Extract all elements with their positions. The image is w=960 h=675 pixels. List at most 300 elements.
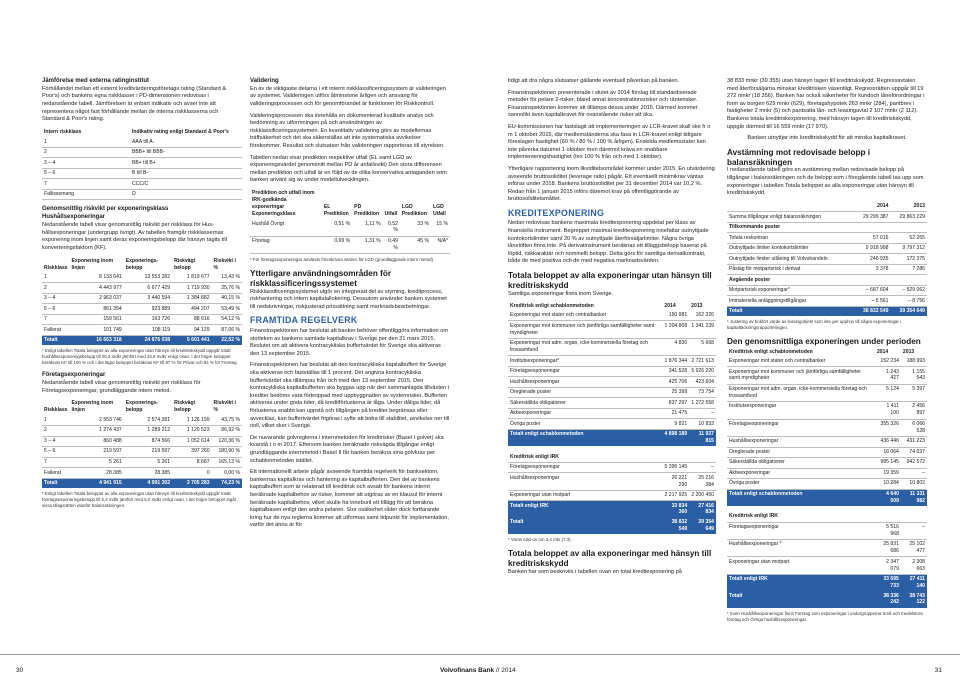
table-row (42, 137, 242, 147)
table-row (42, 304, 242, 315)
row-label: 7 (42, 179, 130, 190)
row-label: Fallissemang (42, 189, 130, 200)
table-cell: 246 935 (854, 254, 891, 265)
section-heading: Ytterligare användningsområden för riskklassificeringssystemet (250, 269, 392, 288)
row-label: Totalt enligt schablonmetoden (727, 489, 875, 506)
table-cell: 33 834 360 (662, 501, 689, 518)
table-cell: 9 918 998 (854, 243, 891, 254)
table-cell: 1 243 427 (875, 367, 901, 384)
table-cell: 4 640 509 (875, 489, 901, 506)
paragraph: tidigt att dra några slutsatser gällande eventuell påverkan på banken. (508, 78, 680, 84)
table-row (508, 419, 716, 430)
table-cell: – (689, 462, 716, 473)
row-label: 2 (42, 283, 70, 294)
table-cell: 8 133 641 (70, 273, 124, 283)
table-header: 2014 (854, 202, 891, 212)
table-header: Kreditrisk enligt schablonmetoden (510, 302, 594, 309)
table-cell: 5 395 145 (662, 462, 689, 473)
table-row (42, 168, 242, 179)
column-2 (250, 78, 450, 534)
table-row (42, 447, 242, 458)
table-cell: 423 604 (689, 377, 716, 388)
table-row (727, 296, 927, 307)
table-cell: 1 052 614 (172, 436, 211, 447)
table-cell: – (689, 408, 716, 419)
table-cell: 4 941 915 (70, 478, 124, 488)
table-cell: 38 832 549 (854, 306, 891, 316)
row-label: Totalt enligt IRK (508, 501, 662, 518)
table-cell: B till B- (130, 168, 242, 179)
brand-name: Volvofinans Bank (440, 667, 495, 674)
table-cell: – (901, 468, 927, 479)
average-exposure-table (727, 347, 927, 608)
table-cell: BBB+ till BBB- (130, 147, 242, 158)
page-footer (0, 654, 960, 672)
table-row (508, 398, 716, 409)
table-cell: 1 274 437 (70, 426, 124, 437)
brand-year: // 2014 (495, 667, 516, 674)
household-riskweight-table (42, 256, 242, 345)
table-cell: 43,75 % (212, 416, 242, 426)
table-cell: 494 207 (172, 304, 211, 315)
table-row (508, 387, 716, 398)
table-header: Indikativ rating enligt Standard & Poor's (132, 129, 229, 136)
row-label: Exponeringar utan motpart (508, 490, 662, 501)
footnote: * Inom Hushållsexponeringar finns Företag som exponeringar i undergrupperna Små och medelstora företag och Övriga hushållsexponeringar. (727, 610, 923, 622)
table-cell: 25 399 (662, 387, 689, 398)
table-row (42, 293, 242, 304)
table-row (727, 243, 927, 254)
column-3 (508, 78, 716, 579)
table-cell: 837 297 (662, 398, 689, 409)
table-row (42, 416, 242, 426)
row-label: Totalt (727, 306, 854, 316)
section-heading: Avstämning mot redovisade belopp i balansräkningen (727, 147, 871, 167)
total-row (727, 306, 927, 316)
exposure-table (508, 301, 716, 534)
table-cell: 0,69 % (322, 236, 352, 253)
table-cell: 10 284 (875, 479, 901, 490)
table-cell: – (901, 522, 927, 539)
table-row (508, 473, 716, 490)
table-cell: 165,13 % (212, 457, 242, 468)
table-cell: 5 516 968 (875, 522, 901, 539)
table-row (727, 384, 927, 401)
table-cell: 16 064 (875, 447, 901, 458)
paragraph: 38 833 mnkr (39 355) utan hänsyn tagen till kreditriskskydd. Regressavtalen med återförsäljarna minskar kreditrisken väsentligt. Regressrätten uppgår till 19 272 mnkr (18 356). Banken har också säkerheter för kundoch låneförordningar i form av borgen 629 mnkr (629), företagshypotek 263 mnkr (284), pantbrev i fastigheter 2 mnkr (5) och pantsatta lån- och leasingavtal 2 107 mnkr (2 112). Bankens totala kreditriskexponering, med hänsyn tagen till kreditriskskydd, uppgår därmed till 16 559 mnkr (17 970). (727, 78, 925, 130)
paragraph: Ytterligare rapportering inom likviditetsområdet kommer under 2015. En utvärdering avseende bruttosoliditet (leverage ratio) pågår. Ett eventuellt minimikrav väntas införas under 2018. Bankens bruttosoliditet per 31 december 2014 var 10,2 %. Redan från 1 januari 2015 införs däremot krav på offentliggörande av bruttosoliditetsmåttet. (508, 165, 715, 203)
row-label: Fallerat (42, 468, 70, 479)
row-label: 3 – 4 (42, 436, 70, 447)
row-label: Exponeringar mot adm. organ, icke-kommersiella företag och trossamfund (508, 338, 662, 355)
table-row (508, 366, 716, 377)
grand-total-row (508, 518, 716, 534)
table-row (727, 367, 927, 384)
table-cell: 25,76 % (212, 283, 242, 294)
table-cell: 9 797 312 (890, 243, 927, 254)
table-cell: 431 223 (901, 436, 927, 447)
rating-table (42, 128, 242, 201)
table-cell: 425 706 (662, 377, 689, 388)
paragraph: Riskklassificeringssystemet utgör en integrerad del av styrning, kreditprocess, riskhantering och intern kapitalallokering. Dessutom använder banken systemet till nedskrivningar, riskjusterad prissättning samt marknadsbearbetningar. (250, 288, 447, 310)
table-row (727, 402, 927, 419)
table-cell: 4 830 (662, 338, 689, 355)
table-subheader (727, 222, 927, 233)
table-cell: 94 129 (172, 325, 211, 336)
row-label: Hushållsexponeringar (508, 377, 662, 388)
table-row (42, 468, 242, 479)
section-heading: FRAMTIDA REGELVERK (250, 315, 358, 326)
table-row (508, 377, 716, 388)
table-cell: 4 898 189 (662, 429, 689, 446)
table-cell: 5 601 441 (172, 335, 211, 345)
table-row (727, 419, 927, 436)
table-row (42, 158, 242, 169)
row-label: Totalt (727, 591, 875, 607)
row-label: 5 – 6 (42, 168, 130, 179)
row-label: Totalt enligt schablonmetoden (508, 429, 662, 446)
row-label: Övriga poster (508, 419, 662, 430)
table-cell: 6 066 528 (901, 419, 927, 436)
table-cell: 1 120 523 (172, 426, 211, 437)
table-cell: 73 754 (689, 387, 716, 398)
table-cell: 1 155 543 (901, 367, 927, 384)
table-cell: 24 876 038 (124, 335, 172, 345)
table-cell: 162 326 (689, 311, 716, 321)
table-subheader (727, 275, 927, 286)
table-cell: 1 204 808 (662, 321, 689, 338)
table-row (42, 436, 242, 447)
table-row (42, 147, 242, 158)
table-cell: 2 347 079 (875, 557, 901, 574)
table-header: Tillkommande poster (727, 222, 927, 233)
table-cell: 5 668 (689, 338, 716, 355)
paragraph: Nedanstående tabell visar genomsnittlig riskvikt per riskklass för Hushållsexponeringar (undergrupp övrigt). Av tabellen framgår riskklassernas exponering inom linjen samt deras exponeringsbelopp där hänsyn tagits till konverteringsfaktorn (KF). (42, 221, 228, 251)
table-cell: 10 833 (689, 419, 716, 430)
table-cell: 4 443 977 (70, 283, 124, 294)
table-cell: 0,51 % (322, 219, 352, 236)
table-row (508, 408, 716, 419)
table-row (727, 539, 927, 556)
table-cell: 40,15 % (212, 293, 242, 304)
table-cell: 861 354 (70, 304, 124, 315)
table-cell: 16 663 318 (70, 335, 124, 345)
table-row (727, 264, 927, 275)
table-row (42, 189, 242, 200)
section-heading: Jämförelse med externa ratinginstitut (42, 78, 150, 84)
table-cell: 33 % (400, 219, 431, 236)
table-cell: 39 354 649 (890, 306, 927, 316)
row-label: Motpartsrisk exponeringar* (727, 285, 854, 296)
table-row (727, 468, 927, 479)
table-cell: 3 705 283 (172, 478, 211, 488)
table-cell: 219 597 (70, 447, 124, 458)
corporate-riskweight-table (42, 399, 242, 488)
table-cell: 0,52 % (383, 219, 400, 236)
table-header: Exponeringsbelopp (125, 400, 159, 414)
grand-total-row (727, 591, 927, 607)
table-row (727, 254, 927, 265)
footnote: * Varav Add-on om 3,4 mkr (7,3). (508, 537, 572, 543)
table-cell: 0,49 % (383, 236, 400, 253)
row-label: Immateriella anläggningstillgångar (727, 296, 854, 307)
column-1 (42, 78, 242, 515)
section-subheading: Företagsexponeringar (42, 372, 106, 379)
reconciliation-table (727, 202, 927, 317)
table-cell: 150 981 (662, 311, 689, 321)
table-title: Totala beloppet av alla exponeringar utan hänsyn till kreditriskskydd (508, 271, 712, 290)
table-cell: 33 695 733 (875, 574, 901, 591)
table-cell: 26 221 290 (662, 473, 689, 490)
table-cell: N/A* (431, 236, 450, 253)
row-label: Totalt (42, 335, 70, 345)
row-label: Hushållsexponeringar * (727, 539, 875, 556)
table-cell: 0 (172, 468, 211, 479)
table-header: 2013 (902, 348, 915, 355)
table-cell: 5 926 220 (689, 366, 716, 377)
row-label: Företagsexponeringar (727, 522, 875, 539)
row-label: Oreglerade poster (508, 387, 662, 398)
total-row (508, 429, 716, 446)
page-number-left: 30 (16, 667, 24, 674)
table-cell: – 529 062 (890, 285, 927, 296)
prediction-outcome-table (250, 189, 450, 254)
row-label: Företag (250, 236, 322, 253)
row-label: Institutsexponeringar (727, 402, 875, 419)
table-row (42, 179, 242, 190)
table-header: Riskvikt i % (213, 257, 236, 271)
table-cell: 874 566 (124, 436, 172, 447)
table-cell: 27 416 834 (689, 501, 716, 518)
table-cell: – 8 756 (890, 296, 927, 307)
table-row (727, 233, 927, 244)
row-label: Säkerställda obligationer (727, 458, 875, 469)
row-label: 2 (42, 147, 130, 158)
table-cell: 86,92 % (212, 426, 242, 437)
table-cell: – 5 561 (854, 296, 891, 307)
table-header: Riskklass (44, 264, 68, 271)
row-label: 3 – 4 (42, 293, 70, 304)
paragraph: Banken utnyttjar inte kreditriskskydd för att minska kapitalkravet. (747, 135, 907, 142)
table-cell: 5 261 (124, 457, 172, 468)
table-header: Exponering inom linjen (71, 257, 114, 271)
table-header: Kreditrisk enligt IRK (727, 512, 927, 522)
table-subtitle: Samtliga exponeringar finns inom Sverige. (508, 290, 614, 297)
table-cell: 7 286 (890, 264, 927, 275)
table-cell: 0,00 % (212, 468, 242, 479)
row-label: Företagsexponeringar (727, 419, 875, 436)
table-row (42, 273, 242, 283)
table-cell: 180,90 % (212, 447, 242, 458)
paragraph: Förhållandet mellan ett externt kreditvärderingsföretags rating (Standard & Poor's) och bankens egna riskklasser i PD-dimensionen redovisas i nedanstående tabell. Jämförelsen är enbart indikativ och avser inte att representera något fast förhållande mellan de interna riskklasserna och Standard & Poor's rating. (42, 85, 227, 123)
table-row (727, 202, 927, 212)
table-cell: 1,31 % (352, 236, 382, 253)
table-cell: 74 037 (901, 447, 927, 458)
table-cell: 11 937 815 (689, 429, 716, 446)
paragraph: En av de viktigaste delarna i ett internt riskklassificeringssystem är valideringen av systemet. Valideringen utförs åtminstone årligen och ansvarig för valideringsprocessen och för genomförandet är funktionen för Riskkontroll. (250, 85, 446, 107)
section-heading: Den genomsnittliga exponeringen under perioden (727, 337, 921, 347)
table-cell: 1 411 100 (875, 402, 901, 419)
table-cell: 13 553 282 (124, 273, 172, 283)
table-row (508, 356, 716, 367)
table-cell: 74,23 % (212, 478, 242, 488)
table-header: Exponering inom linjen (71, 400, 114, 414)
table-cell: 2 721 613 (689, 356, 716, 367)
table-cell: 53,49 % (212, 304, 242, 315)
table-cell: 22,52 % (212, 335, 242, 345)
paragraph: De nuvarande golvreglerna i internmetoden för kreditrisker (Basel I golvet) ska kvarstå t o m 2017. Eftersom banken beräknade riskvägda tillgångar enligt grundläggande internmetod i Basel II får banken beräkna sina golvkrav per schablonmetoden istället. (250, 434, 444, 464)
table-cell: 188 993 (901, 357, 927, 367)
table-cell: 219 597 (124, 447, 172, 458)
table-cell: D (130, 189, 242, 200)
row-label: Institutsexponeringar* (508, 356, 662, 367)
table-cell: 11 331 982 (901, 489, 927, 506)
table-cell: 19 359 (875, 468, 901, 479)
row-label: 1 (42, 416, 70, 426)
table-header: Riskvägt belopp (174, 257, 196, 271)
table-row (727, 522, 927, 539)
table-cell: 397 260 (172, 447, 211, 458)
table-cell: 2 200 450 (689, 490, 716, 501)
table-cell: 38 832 549 (662, 518, 689, 534)
total-row (727, 574, 927, 591)
table-cell: 159 561 (70, 314, 124, 325)
table-cell: 1 384 882 (172, 293, 211, 304)
table-header: Riskvägt belopp (174, 400, 196, 414)
table-header: Riskvikt i % (213, 400, 236, 414)
table-header: Utfall (384, 210, 398, 217)
section-subheading: Hushållsexponeringar (42, 214, 106, 221)
table-cell: CCC/C (130, 179, 242, 190)
table-cell: 27 411 140 (901, 574, 927, 591)
row-label: Summa tillgångar enligt balansräkningen (727, 212, 854, 223)
row-label: 7 (42, 314, 70, 325)
row-label: Outnyttjade limiter kontokortslimiter (727, 243, 854, 254)
table-cell: 942 572 (901, 458, 927, 469)
table-row (42, 314, 242, 325)
table-cell: 8 687 (172, 457, 211, 468)
table-row (42, 325, 242, 336)
table-cell: 2 963 037 (70, 293, 124, 304)
table-header: EL Prediktion (323, 204, 349, 217)
table-cell: 29 863 229 (890, 212, 927, 223)
table-header: Avgående poster (727, 275, 927, 286)
table-row (727, 285, 927, 296)
table-header: Intern riskklass (44, 129, 82, 136)
row-label: Företagsexponeringar (508, 462, 662, 473)
footnote: * För företagsexponeringar används föreskrivna värden för LGD (grundläggande intern metod). (250, 257, 435, 263)
table-cell: 163 726 (124, 314, 172, 325)
table-cell: 1 272 558 (689, 398, 716, 409)
table-cell: 2 553 746 (70, 416, 124, 426)
table-cell: 860 488 (70, 436, 124, 447)
table-header: PD Prediktion (354, 204, 380, 217)
paragraph: EU-kommissionen har fastslagit att implementeringen av LCR-kravet skall ske fr o m 1 oktober 2015, där medlemsländerna ska fasa in LCR-kravet enligt tidigare föreslagen hastighet (60 % / 80 % / 100 % årligen). Enskilda medlemsstater kan inte påverka datumet 1 oktober men däremot kräva en snabbare implementeringshastighet (tex 100 % från och med 1 oktober). (508, 123, 711, 161)
row-label: Fallerat (42, 325, 70, 336)
table-cell: 2 308 663 (901, 557, 927, 574)
table-cell: 120,36 % (212, 436, 242, 447)
paragraph: Nedan redovisas bankens maximala kreditexponering uppdelat per klass av finansiella instrument. Begreppet maximal kreditexponering innefattar outnyttjade kontokortslimiter samt 20 % av outnyttjade återförsäljarlimiter. Några övriga lånelöften finns inte. På derivatinstrument beräknas ett tilläggsbelopp baserat på löptid, riskkaraktär och nominellt belopp. Detta görs för samtliga derivatkontrakt, både de med positiva och de med negativa marknadsvärden. (508, 220, 709, 265)
table-cell: 39 354 649 (689, 518, 716, 534)
row-label: Totalt enligt IRK (727, 574, 875, 591)
total-row (727, 489, 927, 506)
table-row (727, 357, 927, 367)
paragraph: Finansinspektionen har beslutat att banker behöver offentliggöra information om storleken av bankens samlade kapitalkrav i Sverige per den 31 mars 2015. Beslutet om att aktivera kontracykliska buffertvärdet för Sverige ska aktiveras den 13 september 2015. (250, 328, 448, 357)
table-cell: 5 397 (901, 384, 927, 401)
table-cell: 25 831 686 (875, 539, 901, 556)
brand-line (440, 667, 516, 675)
table-row (42, 426, 242, 437)
table-subtitle: Banken har som beskrivits i tabellen ovan en total kreditexponering på (508, 568, 682, 575)
table-row (250, 236, 450, 253)
section-heading: Validering (250, 78, 279, 84)
row-label: Exponeringar mot stater och centralbanker (508, 311, 662, 321)
table-cell: 3 440 594 (124, 293, 172, 304)
table-header: 2014 (664, 302, 676, 309)
table-header: Kreditrisk enligt schablonmetoden (729, 348, 813, 355)
table-row (727, 458, 927, 469)
row-label: 1 (42, 137, 130, 147)
table-cell: 1 126 199 (172, 416, 211, 426)
table-cell: 436 446 (875, 436, 901, 447)
row-label: Totalt (508, 518, 662, 534)
row-label: Säkerställda obligationer (508, 398, 662, 409)
table-cell: 54,12 % (212, 314, 242, 325)
table-cell: 1 819 677 (172, 273, 211, 283)
table-row (250, 219, 450, 236)
row-label: 5 – 6 (42, 304, 70, 315)
table-cell: 1,11 % (352, 219, 382, 236)
table-row (727, 436, 927, 447)
table-subheader (727, 512, 927, 522)
table-header: Kreditrisk enligt IRK (508, 452, 716, 462)
row-label: Aktieexponeringar (727, 468, 875, 479)
table-cell: 25 102 477 (901, 539, 927, 556)
table-row (727, 557, 927, 574)
paragraph: Valideringsprocessen ska innehålla en dokumenterad kvalitativ analys och bedömning av utformningen på och användningen av riskklassificeringssystemen. En kvantitativ validering görs av modellernas träffsäkerhet och det ska säkerställas att inte systematiska avvikelser förekommer. Resultat och slutsatser från valideringen rapporteras till styrelsen. (250, 112, 445, 149)
table-row (508, 462, 716, 473)
row-label: Oreglerade poster (727, 447, 875, 458)
row-label: Hushåll Övrigt (250, 219, 322, 236)
row-label: Exponeringar mot adm. organ, icke-kommersiella företag och trossamfund (727, 384, 875, 401)
table-cell: 87,06 % (212, 325, 242, 336)
table-cell: 2 217 925 (662, 490, 689, 501)
table-cell: 57 016 (854, 233, 891, 244)
table-cell: 1 341 239 (689, 321, 716, 338)
row-label: Totalt (42, 478, 70, 488)
table-cell (727, 202, 854, 212)
table-cell: 10 802 (901, 479, 927, 490)
table-cell: BB+ till B+ (130, 158, 242, 169)
table-cell: 341 528 (662, 366, 689, 377)
table-row (42, 283, 242, 294)
row-label: Exponeringar mot stater och centralbanker (727, 357, 875, 367)
table-cell: 38 336 242 (875, 591, 901, 607)
table-row (508, 311, 716, 321)
row-label: Hushållsexponeringar (727, 436, 875, 447)
paragraph: Finansinspektionen har beslutat att den kontracykliska kapitalbuffert för Sverige ska aktiveras och fastställas till 1 procent. Det angivna kontracykliska buffertvärdet ska tillämpas från och med den 13 september 2015. Den kontracykliska kapitalbufferten ska byggas upp när den sammanlagda tillväxten i krediter bedöms vara förknippad med uppbyggnaden av systemrisker. Bufferten aktiveras under goda tider, då kreditförlusterna är låga. Under dåliga tider, då förlusterna snabbt kan uppstå och tillgången på krediter begränsas eller avvecklas, kan buffertvärdet frigöras i syfte att bidra till stabilitet, avvikelse ner till noll, vilket sker i Sverige. (250, 362, 450, 430)
paragraph: Nedanstående tabell visar genomsnittlig riskvikt per riskklass för Företagsexponeringar, grundläggande intern metod. (42, 380, 201, 394)
table-header: LGD Utfall (433, 204, 446, 217)
table-row (508, 321, 716, 338)
table-header: 2014 (876, 348, 889, 355)
row-label: 7 (42, 457, 70, 468)
table-cell: 13,43 % (212, 273, 242, 283)
table-header: 2013 (890, 202, 927, 212)
table-cell: 985 145 (875, 458, 901, 469)
table-row (508, 490, 716, 501)
table-cell: 15 % (431, 219, 450, 236)
